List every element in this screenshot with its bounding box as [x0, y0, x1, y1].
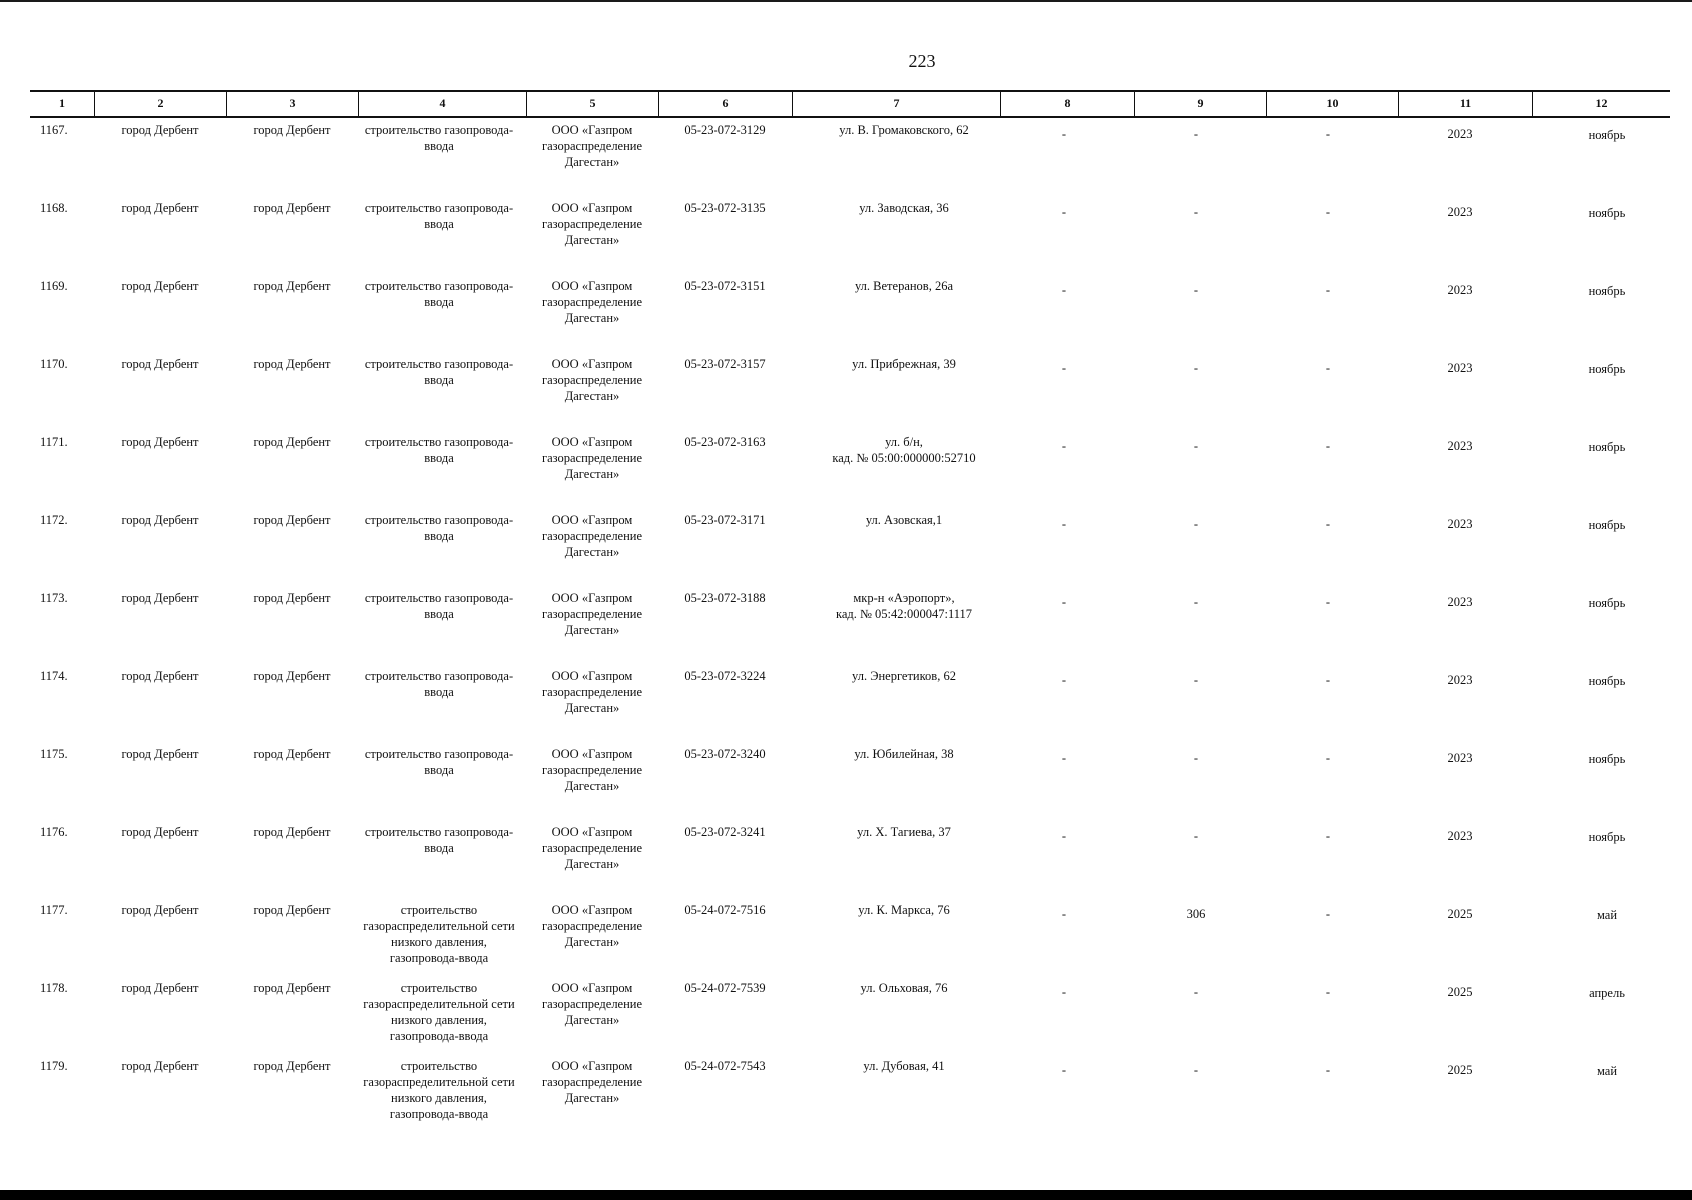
organization-cell: ООО «Газпром газораспределение Дагестан»	[541, 201, 643, 247]
month-cell: ноябрь	[1588, 752, 1626, 766]
table-row	[30, 590, 1670, 668]
column-10-cell: -	[1325, 673, 1331, 687]
settlement-cell: город Дербент	[253, 903, 331, 917]
row-number: 1167.	[40, 123, 68, 137]
work-type-cell: строительство газопровода- ввода	[364, 825, 514, 855]
address-cell: ул. Х. Тагиева, 37	[857, 825, 951, 839]
address-cell: ул. В. Громаковского, 62	[839, 123, 969, 137]
table-row	[30, 278, 1670, 356]
code-cell: 05-23-072-3171	[684, 513, 766, 527]
column-10-cell: -	[1325, 439, 1331, 453]
district-cell: город Дербент	[121, 981, 199, 995]
table-row	[30, 1058, 1670, 1136]
settlement-cell: город Дербент	[253, 357, 331, 371]
month-cell: ноябрь	[1588, 284, 1626, 298]
column-9-cell: -	[1193, 361, 1199, 375]
year-cell: 2023	[1447, 595, 1473, 609]
year-cell: 2025	[1447, 1063, 1473, 1077]
column-8-cell: -	[1061, 361, 1067, 375]
column-8-cell: -	[1061, 439, 1067, 453]
bottom-bar	[0, 1190, 1692, 1200]
settlement-cell: город Дербент	[253, 201, 331, 215]
work-type-cell: строительство газопровода- ввода	[364, 747, 514, 777]
row-number: 1179.	[40, 1059, 68, 1073]
table-header	[30, 90, 1670, 118]
column-8-cell: -	[1061, 283, 1067, 297]
district-cell: город Дербент	[121, 591, 199, 605]
column-8-cell: -	[1061, 907, 1067, 921]
table-row	[30, 668, 1670, 746]
column-header-8: 8	[1000, 92, 1134, 116]
top-rule	[0, 0, 1692, 2]
work-type-cell: строительство газопровода- ввода	[364, 357, 514, 387]
column-9-cell: -	[1193, 517, 1199, 531]
year-cell: 2023	[1447, 205, 1473, 219]
code-cell: 05-23-072-3188	[684, 591, 766, 605]
code-cell: 05-23-072-3157	[684, 357, 766, 371]
settlement-cell: город Дербент	[253, 279, 331, 293]
year-cell: 2025	[1447, 907, 1473, 921]
district-cell: город Дербент	[121, 123, 199, 137]
year-cell: 2023	[1447, 673, 1473, 687]
code-cell: 05-23-072-3129	[684, 123, 766, 137]
code-cell: 05-23-072-3163	[684, 435, 766, 449]
column-10-cell: -	[1325, 751, 1331, 765]
row-number: 1176.	[40, 825, 68, 839]
district-cell: город Дербент	[121, 435, 199, 449]
month-cell: ноябрь	[1588, 674, 1626, 688]
code-cell: 05-23-072-3224	[684, 669, 766, 683]
organization-cell: ООО «Газпром газораспределение Дагестан»	[541, 435, 643, 481]
organization-cell: ООО «Газпром газораспределение Дагестан»	[541, 669, 643, 715]
column-header-9: 9	[1134, 92, 1266, 116]
organization-cell: ООО «Газпром газораспределение Дагестан»	[541, 591, 643, 637]
work-type-cell: строительство газопровода- ввода	[364, 201, 514, 231]
code-cell: 05-23-072-3241	[684, 825, 766, 839]
address-cell: ул. Энергетиков, 62	[852, 669, 956, 683]
district-cell: город Дербент	[121, 825, 199, 839]
address-cell: ул. К. Маркса, 76	[858, 903, 950, 917]
settlement-cell: город Дербент	[253, 669, 331, 683]
row-number: 1177.	[40, 903, 68, 917]
month-cell: ноябрь	[1588, 596, 1626, 610]
row-number: 1172.	[40, 513, 68, 527]
organization-cell: ООО «Газпром газораспределение Дагестан»	[541, 825, 643, 871]
row-number: 1174.	[40, 669, 68, 683]
address-cell: ул. б/н, кад. № 05:00:000000:52710	[832, 435, 976, 465]
column-header-2: 2	[94, 92, 226, 116]
column-header-7: 7	[792, 92, 1000, 116]
table-row	[30, 824, 1670, 902]
work-type-cell: строительство газораспределительной сети низкого давления, газопровода-ввода	[363, 1059, 515, 1121]
year-cell: 2023	[1447, 751, 1473, 765]
year-cell: 2025	[1447, 985, 1473, 999]
table-row	[30, 980, 1670, 1058]
row-number: 1168.	[40, 201, 68, 215]
column-9-cell: -	[1193, 751, 1199, 765]
column-10-cell: -	[1325, 1063, 1331, 1077]
organization-cell: ООО «Газпром газораспределение Дагестан»	[541, 513, 643, 559]
column-9-cell: -	[1193, 439, 1199, 453]
row-number: 1173.	[40, 591, 68, 605]
address-cell: ул. Юбилейная, 38	[854, 747, 954, 761]
column-8-cell: -	[1061, 751, 1067, 765]
settlement-cell: город Дербент	[253, 825, 331, 839]
code-cell: 05-23-072-3240	[684, 747, 766, 761]
work-type-cell: строительство газопровода- ввода	[364, 279, 514, 309]
code-cell: 05-23-072-3135	[684, 201, 766, 215]
work-type-cell: строительство газораспределительной сети низкого давления, газопровода-ввода	[363, 981, 515, 1043]
table-row	[30, 902, 1670, 980]
row-number: 1170.	[40, 357, 68, 371]
column-10-cell: -	[1325, 985, 1331, 999]
month-cell: ноябрь	[1588, 830, 1626, 844]
year-cell: 2023	[1447, 361, 1473, 375]
page-number: 223	[908, 51, 936, 71]
table-row	[30, 200, 1670, 278]
year-cell: 2023	[1447, 439, 1473, 453]
column-header-4: 4	[358, 92, 526, 116]
month-cell: май	[1596, 1064, 1618, 1078]
month-cell: ноябрь	[1588, 128, 1626, 142]
row-number: 1178.	[40, 981, 68, 995]
address-cell: ул. Ольховая, 76	[860, 981, 948, 995]
district-cell: город Дербент	[121, 279, 199, 293]
column-9-cell: -	[1193, 127, 1199, 141]
column-10-cell: -	[1325, 361, 1331, 375]
organization-cell: ООО «Газпром газораспределение Дагестан»	[541, 279, 643, 325]
column-8-cell: -	[1061, 595, 1067, 609]
settlement-cell: город Дербент	[253, 513, 331, 527]
column-8-cell: -	[1061, 673, 1067, 687]
column-10-cell: -	[1325, 829, 1331, 843]
address-cell: мкр-н «Аэропорт», кад. № 05:42:000047:1117	[835, 591, 973, 621]
column-9-cell: -	[1193, 205, 1199, 219]
column-8-cell: -	[1061, 205, 1067, 219]
organization-cell: ООО «Газпром газораспределение Дагестан»	[541, 747, 643, 793]
code-cell: 05-23-072-3151	[684, 279, 766, 293]
column-10-cell: -	[1325, 205, 1331, 219]
column-header-5: 5	[526, 92, 658, 116]
column-9-cell: -	[1193, 595, 1199, 609]
district-cell: город Дербент	[121, 747, 199, 761]
work-type-cell: строительство газопровода- ввода	[364, 123, 514, 153]
row-number: 1175.	[40, 747, 68, 761]
table-row	[30, 746, 1670, 824]
code-cell: 05-24-072-7516	[684, 903, 766, 917]
column-8-cell: -	[1061, 517, 1067, 531]
address-cell: ул. Ветеранов, 26а	[854, 279, 954, 293]
month-cell: ноябрь	[1588, 206, 1626, 220]
month-cell: ноябрь	[1588, 440, 1626, 454]
year-cell: 2023	[1447, 829, 1473, 843]
column-header-6: 6	[658, 92, 792, 116]
address-cell: ул. Азовская,1	[865, 513, 943, 527]
column-10-cell: -	[1325, 283, 1331, 297]
column-9-cell: -	[1193, 985, 1199, 999]
column-header-1: 1	[59, 96, 65, 110]
address-cell: ул. Дубовая, 41	[863, 1059, 945, 1073]
row-number: 1169.	[40, 279, 68, 293]
work-type-cell: строительство газораспределительной сети низкого давления, газопровода-ввода	[363, 903, 515, 965]
column-9-cell: -	[1193, 1063, 1199, 1077]
column-header-12: 12	[1532, 92, 1670, 116]
year-cell: 2023	[1447, 517, 1473, 531]
column-8-cell: -	[1061, 985, 1067, 999]
work-type-cell: строительство газопровода- ввода	[364, 513, 514, 543]
column-header-10: 10	[1266, 92, 1398, 116]
column-header-3: 3	[226, 92, 358, 116]
year-cell: 2023	[1447, 127, 1473, 141]
column-8-cell: -	[1061, 1063, 1067, 1077]
table-row	[30, 434, 1670, 512]
district-cell: город Дербент	[121, 903, 199, 917]
work-type-cell: строительство газопровода- ввода	[364, 669, 514, 699]
district-cell: город Дербент	[121, 357, 199, 371]
settlement-cell: город Дербент	[253, 747, 331, 761]
column-9-cell: -	[1193, 673, 1199, 687]
organization-cell: ООО «Газпром газораспределение Дагестан»	[541, 981, 643, 1027]
column-10-cell: -	[1325, 127, 1331, 141]
column-9-cell: 306	[1186, 907, 1206, 921]
column-10-cell: -	[1325, 907, 1331, 921]
code-cell: 05-24-072-7543	[684, 1059, 766, 1073]
table-row	[30, 356, 1670, 434]
row-number: 1171.	[40, 435, 68, 449]
work-type-cell: строительство газопровода- ввода	[364, 591, 514, 621]
column-9-cell: -	[1193, 829, 1199, 843]
month-cell: май	[1596, 908, 1618, 922]
work-type-cell: строительство газопровода- ввода	[364, 435, 514, 465]
organization-cell: ООО «Газпром газораспределение Дагестан»	[541, 1059, 643, 1105]
month-cell: ноябрь	[1588, 518, 1626, 532]
month-cell: апрель	[1589, 986, 1625, 1000]
column-10-cell: -	[1325, 595, 1331, 609]
table-row	[30, 512, 1670, 590]
column-9-cell: -	[1193, 283, 1199, 297]
settlement-cell: город Дербент	[253, 1059, 331, 1073]
organization-cell: ООО «Газпром газораспределение Дагестан»	[541, 903, 643, 949]
settlement-cell: город Дербент	[253, 123, 331, 137]
organization-cell: ООО «Газпром газораспределение Дагестан»	[541, 123, 643, 169]
address-cell: ул. Прибрежная, 39	[852, 357, 956, 371]
table-row	[30, 122, 1670, 200]
district-cell: город Дербент	[121, 201, 199, 215]
column-8-cell: -	[1061, 127, 1067, 141]
year-cell: 2023	[1447, 283, 1473, 297]
settlement-cell: город Дербент	[253, 591, 331, 605]
address-cell: ул. Заводская, 36	[859, 201, 949, 215]
district-cell: город Дербент	[121, 513, 199, 527]
month-cell: ноябрь	[1588, 362, 1626, 376]
column-header-11: 11	[1398, 92, 1532, 116]
code-cell: 05-24-072-7539	[684, 981, 766, 995]
district-cell: город Дербент	[121, 669, 199, 683]
settlement-cell: город Дербент	[253, 435, 331, 449]
organization-cell: ООО «Газпром газораспределение Дагестан»	[541, 357, 643, 403]
column-8-cell: -	[1061, 829, 1067, 843]
column-10-cell: -	[1325, 517, 1331, 531]
district-cell: город Дербент	[121, 1059, 199, 1073]
settlement-cell: город Дербент	[253, 981, 331, 995]
